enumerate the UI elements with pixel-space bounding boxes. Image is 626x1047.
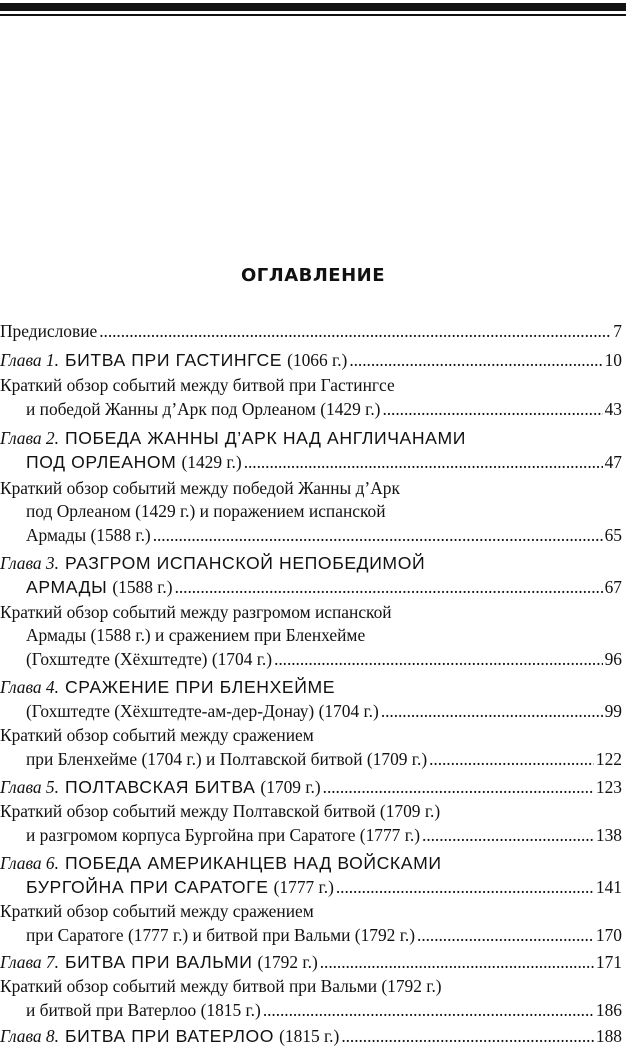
leader-dots bbox=[99, 321, 611, 342]
chapter-title-cont: БУРГОЙНА ПРИ САРАТОГЕ bbox=[26, 877, 269, 897]
toc-entry-overview-7[interactable] bbox=[0, 971, 622, 997]
top-rule-thin bbox=[0, 14, 626, 16]
page-number: 188 bbox=[595, 1026, 622, 1046]
toc-entry-overview-5-cont[interactable] bbox=[26, 820, 622, 846]
entry-text: и битвой при Ватерлоо (1815 г.) bbox=[26, 1000, 261, 1020]
chapter-title: СРАЖЕНИЕ ПРИ БЛЕНХЕЙМЕ bbox=[64, 677, 336, 697]
toc-entry-chapter-2[interactable] bbox=[0, 423, 622, 449]
chapter-label: Глава 3. bbox=[0, 553, 59, 573]
chapter-label: Глава 7. bbox=[0, 952, 59, 972]
page-number: 7 bbox=[613, 321, 622, 341]
page-number: 65 bbox=[604, 525, 622, 545]
page-number: 122 bbox=[595, 749, 622, 769]
toc-entry-overview-3-cont2[interactable] bbox=[26, 644, 622, 670]
leader-dots bbox=[320, 952, 594, 973]
chapter-subtitle: (Гохштедте (Хёхштедте-ам-дер-Донау) (1704 г.) bbox=[26, 701, 379, 721]
leader-dots bbox=[336, 877, 594, 898]
leader-dots bbox=[274, 649, 603, 670]
leader-dots bbox=[323, 777, 594, 798]
entry-text: Предисловие bbox=[0, 321, 98, 341]
chapter-label: Глава 5. bbox=[0, 777, 59, 797]
chapter-title: ПОБЕДА АМЕРИКАНЦЕВ НАД ВОЙСКАМИ bbox=[64, 853, 442, 873]
page-number: 43 bbox=[604, 399, 622, 419]
chapter-title: ПОЛТАВСКАЯ БИТВА bbox=[64, 777, 256, 797]
entry-text: при Бленхейме (1704 г.) и Полтавской битвой (1709 г.) bbox=[26, 749, 428, 769]
chapter-title: РАЗГРОМ ИСПАНСКОЙ НЕПОБЕДИМОЙ bbox=[64, 553, 426, 573]
toc-entry-chapter-4[interactable] bbox=[0, 672, 622, 698]
page-number: 186 bbox=[595, 1000, 622, 1020]
entry-text: при Саратоге (1777 г.) и битвой при Вальми (1792 г.) bbox=[26, 925, 416, 945]
toc-entry-chapter-6-cont[interactable] bbox=[26, 872, 622, 898]
entry-text: (Гохштедте (Хёхштедте) (1704 г.) bbox=[26, 649, 273, 669]
chapter-title: БИТВА ПРИ ВАЛЬМИ bbox=[64, 952, 253, 972]
leader-dots bbox=[429, 749, 594, 770]
page-number: 171 bbox=[595, 952, 622, 972]
chapter-date: (1429 г.) bbox=[181, 452, 242, 472]
entry-text: Краткий обзор событий между Полтавской битвой (1709 г.) bbox=[0, 801, 441, 821]
toc-entry-overview-4-cont[interactable] bbox=[26, 744, 622, 770]
leader-dots bbox=[422, 825, 594, 846]
toc-entry-overview-7-cont[interactable] bbox=[26, 995, 622, 1021]
leader-dots bbox=[244, 452, 603, 473]
entry-text: под Орлеаном (1429 г.) и поражением испанской bbox=[26, 501, 386, 521]
toc-entry-overview-2-cont[interactable] bbox=[26, 496, 622, 522]
leader-dots bbox=[349, 350, 602, 371]
chapter-label: Глава 1. bbox=[0, 350, 59, 370]
toc-entry-chapter-6[interactable] bbox=[0, 848, 622, 874]
leader-dots bbox=[381, 701, 603, 722]
chapter-label: Глава 6. bbox=[0, 853, 59, 873]
toc-entry-overview-4[interactable] bbox=[0, 720, 622, 746]
entry-text: Армады (1588 г.) и сражением при Бленхейме bbox=[26, 625, 366, 645]
leader-dots bbox=[417, 925, 594, 946]
toc-entry-chapter-8[interactable] bbox=[0, 1021, 622, 1047]
toc-entry-preface[interactable] bbox=[0, 316, 622, 342]
toc-entry-chapter-2-cont[interactable] bbox=[26, 447, 622, 473]
toc-entry-chapter-1[interactable] bbox=[0, 345, 622, 371]
toc-entry-overview-6-cont[interactable] bbox=[26, 920, 622, 946]
entry-text: и разгромом корпуса Бургойна при Саратоге (1777 г.) bbox=[26, 825, 421, 845]
page-number: 10 bbox=[604, 350, 622, 370]
page-number: 96 bbox=[604, 649, 622, 669]
entry-text: Краткий обзор событий между сражением bbox=[0, 901, 314, 921]
leader-dots bbox=[263, 1000, 594, 1021]
toc-entry-overview-1[interactable] bbox=[0, 370, 622, 396]
page-number: 123 bbox=[595, 777, 622, 797]
page-number: 141 bbox=[595, 877, 622, 897]
page-number: 170 bbox=[595, 925, 622, 945]
page-number: 99 bbox=[604, 701, 622, 721]
toc-entry-overview-6[interactable] bbox=[0, 896, 622, 922]
chapter-date: (1792 г.) bbox=[257, 952, 318, 972]
chapter-date: (1709 г.) bbox=[260, 777, 321, 797]
entry-text: Краткий обзор событий между сражением bbox=[0, 725, 314, 745]
leader-dots bbox=[175, 577, 603, 598]
page-number: 47 bbox=[604, 452, 622, 472]
entry-text: Краткий обзор событий между битвой при Гастингсе bbox=[0, 375, 395, 395]
toc-entry-chapter-3-cont[interactable] bbox=[26, 572, 622, 598]
chapter-title-cont: ПОД ОРЛЕАНОМ bbox=[26, 452, 177, 472]
chapter-date: (1777 г.) bbox=[273, 877, 334, 897]
leader-dots bbox=[382, 399, 602, 420]
page-number: 138 bbox=[595, 825, 622, 845]
entry-text: Краткий обзор событий между битвой при Вальми (1792 г.) bbox=[0, 976, 442, 996]
entry-text: Армады (1588 г.) bbox=[26, 525, 151, 545]
toc-entry-chapter-7[interactable] bbox=[0, 947, 622, 973]
toc-heading: ОГЛАВЛЕНИЕ bbox=[240, 265, 386, 286]
chapter-label: Глава 2. bbox=[0, 428, 59, 448]
chapter-title: ПОБЕДА ЖАННЫ Д’АРК НАД АНГЛИЧАНАМИ bbox=[64, 428, 467, 448]
toc-entry-chapter-3[interactable] bbox=[0, 548, 622, 574]
toc-entry-overview-1-cont[interactable] bbox=[26, 394, 622, 420]
chapter-date: (1815 г.) bbox=[279, 1026, 340, 1046]
toc-entry-overview-5[interactable] bbox=[0, 796, 622, 822]
page-number: 67 bbox=[604, 577, 622, 597]
chapter-title-cont: АРМАДЫ bbox=[26, 577, 108, 597]
entry-text: Краткий обзор событий между победой Жанны д’Арк bbox=[0, 478, 400, 498]
toc-entry-overview-3-cont[interactable] bbox=[26, 620, 622, 646]
top-rule-thick bbox=[0, 3, 626, 11]
chapter-label: Глава 4. bbox=[0, 677, 59, 697]
chapter-title: БИТВА ПРИ ВАТЕРЛОО bbox=[64, 1026, 275, 1046]
chapter-label: Глава 8. bbox=[0, 1026, 59, 1046]
chapter-date: (1588 г.) bbox=[112, 577, 173, 597]
toc-entry-chapter-5[interactable] bbox=[0, 772, 622, 798]
toc-entry-chapter-4-cont[interactable] bbox=[26, 696, 622, 722]
chapter-date: (1066 г.) bbox=[287, 350, 348, 370]
leader-dots bbox=[153, 525, 603, 546]
chapter-title: БИТВА ПРИ ГАСТИНГСЕ bbox=[64, 350, 283, 370]
entry-text: и победой Жанны д’Арк под Орлеаном (1429 г.) bbox=[26, 399, 381, 419]
toc-entry-overview-2-cont2[interactable] bbox=[26, 520, 622, 546]
entry-text: Краткий обзор событий между разгромом испанской bbox=[0, 602, 392, 622]
leader-dots bbox=[341, 1026, 594, 1047]
